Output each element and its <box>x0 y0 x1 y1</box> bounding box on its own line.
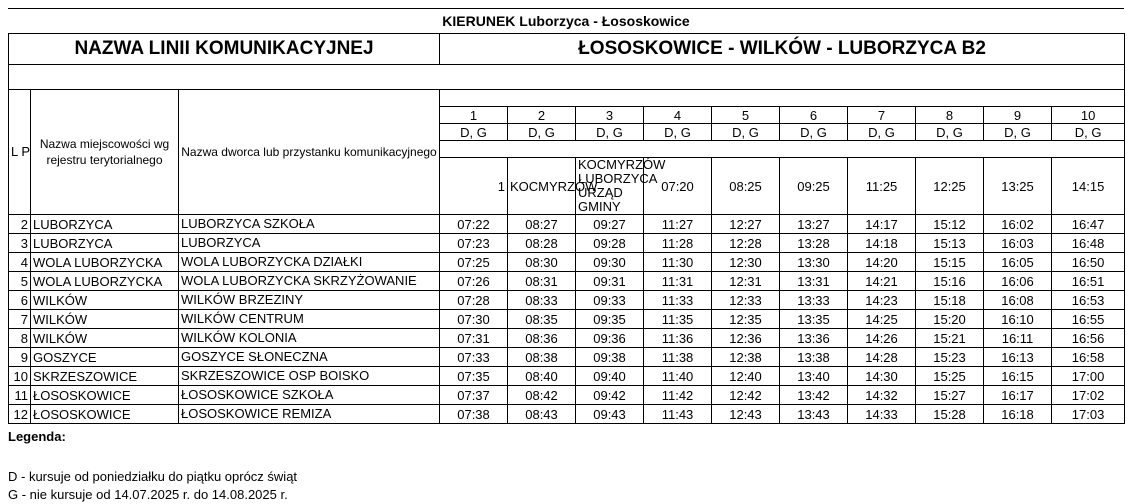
departure-time: 07:25 <box>440 253 508 272</box>
departure-time: 08:36 <box>508 329 576 348</box>
departure-time: 17:03 <box>1052 405 1125 424</box>
row-place: WOLA LUBORZYCKA <box>31 253 179 272</box>
departure-time: 07:26 <box>440 272 508 291</box>
departure-time: 12:35 <box>712 310 780 329</box>
departure-time: 14:33 <box>848 405 916 424</box>
departure-time: 11:43 <box>644 405 712 424</box>
departure-time: 09:43 <box>576 405 644 424</box>
departure-time: 08:33 <box>508 291 576 310</box>
departure-time: 15:20 <box>916 310 984 329</box>
row-place: WILKÓW <box>31 310 179 329</box>
departure-time: 11:33 <box>644 291 712 310</box>
departure-time: 08:43 <box>508 405 576 424</box>
departure-time: 15:13 <box>916 234 984 253</box>
departure-time: 12:28 <box>712 234 780 253</box>
stop-header: Nazwa dworca lub przystanku komunikacyjnego <box>179 90 440 215</box>
departure-time: 13:31 <box>780 272 848 291</box>
departure-time: 14:26 <box>848 329 916 348</box>
departure-time: 12:27 <box>712 215 780 234</box>
departure-time: 13:38 <box>780 348 848 367</box>
row-lp: 10 <box>9 367 31 386</box>
departure-time: 13:25 <box>984 158 1052 215</box>
departure-time: 12:38 <box>712 348 780 367</box>
table-row <box>9 291 1125 310</box>
row-lp: 1 <box>440 158 508 215</box>
row-stop: WILKÓW KOLONIA <box>179 329 440 348</box>
course-number: 1 <box>440 107 508 124</box>
course-number: 5 <box>712 107 780 124</box>
departure-time: 16:55 <box>1052 310 1125 329</box>
departure-time: 15:25 <box>916 367 984 386</box>
table-row <box>9 386 1125 405</box>
row-place: GOSZYCE <box>31 348 179 367</box>
course-number: 9 <box>984 107 1052 124</box>
row-place: LUBORZYCA <box>31 234 179 253</box>
departure-time: 11:28 <box>644 234 712 253</box>
lp-header: L P <box>9 90 31 215</box>
departure-time: 13:42 <box>780 386 848 405</box>
row-lp: 6 <box>9 291 31 310</box>
course-number: 7 <box>848 107 916 124</box>
legend-item-d: D - kursuje od poniedziałku do piątku oprócz świąt <box>8 469 298 484</box>
departure-time: 09:28 <box>576 234 644 253</box>
row-place: WOLA LUBORZYCKA <box>31 272 179 291</box>
departure-time: 14:15 <box>1052 158 1125 215</box>
departure-time: 07:22 <box>440 215 508 234</box>
departure-time: 08:38 <box>508 348 576 367</box>
row-stop: WILKÓW BRZEZINY <box>179 291 440 310</box>
departure-time: 11:25 <box>848 158 916 215</box>
row-lp: 12 <box>9 405 31 424</box>
departure-time: 11:30 <box>644 253 712 272</box>
departure-time: 09:33 <box>576 291 644 310</box>
departure-time: 09:38 <box>576 348 644 367</box>
row-lp: 5 <box>9 272 31 291</box>
course-number: 6 <box>780 107 848 124</box>
row-stop: KOCMYRZÓW LUBORZYCA URZĄD GMINY <box>576 158 644 215</box>
row-lp: 9 <box>9 348 31 367</box>
table-row <box>9 272 1125 291</box>
departure-time: 08:30 <box>508 253 576 272</box>
departure-time: 11:38 <box>644 348 712 367</box>
departure-time: 16:17 <box>984 386 1052 405</box>
departure-time: 16:51 <box>1052 272 1125 291</box>
row-stop: LUBORZYCA SZKOŁA <box>179 215 440 234</box>
table-row <box>9 215 1125 234</box>
course-number: 8 <box>916 107 984 124</box>
departure-time: 16:03 <box>984 234 1052 253</box>
departure-time: 14:25 <box>848 310 916 329</box>
course-code: D, G <box>916 124 984 141</box>
row-stop: WILKÓW CENTRUM <box>179 310 440 329</box>
course-number: 4 <box>644 107 712 124</box>
line-name: ŁOSOSKOWICE - WILKÓW - LUBORZYCA B2 <box>440 34 1125 65</box>
legend <box>8 428 1124 504</box>
course-code: D, G <box>984 124 1052 141</box>
departure-time: 07:33 <box>440 348 508 367</box>
row-place: ŁOSOSKOWICE <box>31 386 179 405</box>
departure-time: 11:27 <box>644 215 712 234</box>
departure-time: 15:28 <box>916 405 984 424</box>
table-row <box>9 405 1125 424</box>
departure-time: 16:05 <box>984 253 1052 272</box>
departure-time: 14:28 <box>848 348 916 367</box>
legend-title: Legenda: <box>8 429 66 444</box>
departure-time: 09:30 <box>576 253 644 272</box>
table-row <box>9 310 1125 329</box>
departure-time: 14:18 <box>848 234 916 253</box>
row-lp: 8 <box>9 329 31 348</box>
departure-time: 11:40 <box>644 367 712 386</box>
departure-time: 16:56 <box>1052 329 1125 348</box>
row-stop: ŁOSOSKOWICE SZKOŁA <box>179 386 440 405</box>
course-code: D, G <box>440 124 508 141</box>
departure-time: 13:30 <box>780 253 848 272</box>
departure-time: 16:50 <box>1052 253 1125 272</box>
direction-title: KIERUNEK Luborzyca - Łososkowice <box>8 8 1124 33</box>
departure-time: 15:12 <box>916 215 984 234</box>
departure-time: 17:00 <box>1052 367 1125 386</box>
row-place: LUBORZYCA <box>31 215 179 234</box>
departure-time: 15:18 <box>916 291 984 310</box>
departure-time: 16:08 <box>984 291 1052 310</box>
departure-time: 14:30 <box>848 367 916 386</box>
departure-time: 17:02 <box>1052 386 1125 405</box>
row-stop: WOLA LUBORZYCKA DZIAŁKI <box>179 253 440 272</box>
departure-time: 07:28 <box>440 291 508 310</box>
departure-time: 14:17 <box>848 215 916 234</box>
departure-time: 12:43 <box>712 405 780 424</box>
departure-time: 15:23 <box>916 348 984 367</box>
departure-time: 09:40 <box>576 367 644 386</box>
departure-time: 16:48 <box>1052 234 1125 253</box>
departure-time: 16:53 <box>1052 291 1125 310</box>
departure-time: 12:30 <box>712 253 780 272</box>
departure-time: 14:21 <box>848 272 916 291</box>
departure-time: 07:31 <box>440 329 508 348</box>
departure-time: 07:38 <box>440 405 508 424</box>
departure-time: 11:42 <box>644 386 712 405</box>
departure-time: 13:36 <box>780 329 848 348</box>
departure-time: 09:42 <box>576 386 644 405</box>
departure-time: 16:58 <box>1052 348 1125 367</box>
departure-time: 08:35 <box>508 310 576 329</box>
departure-time: 13:43 <box>780 405 848 424</box>
blank-row <box>440 141 1125 158</box>
row-place: KOCMYRZÓW <box>508 158 576 215</box>
departure-time: 12:36 <box>712 329 780 348</box>
course-code: D, G <box>1052 124 1125 141</box>
row-lp: 4 <box>9 253 31 272</box>
departure-time: 15:15 <box>916 253 984 272</box>
course-code: D, G <box>508 124 576 141</box>
course-code: D, G <box>644 124 712 141</box>
departure-time: 11:36 <box>644 329 712 348</box>
departure-time: 16:06 <box>984 272 1052 291</box>
table-row <box>9 253 1125 272</box>
departure-time: 11:31 <box>644 272 712 291</box>
departure-time: 12:25 <box>916 158 984 215</box>
departure-time: 15:21 <box>916 329 984 348</box>
departure-time: 08:40 <box>508 367 576 386</box>
departure-time: 08:42 <box>508 386 576 405</box>
departure-time: 13:35 <box>780 310 848 329</box>
table-row <box>9 234 1125 253</box>
course-number: 3 <box>576 107 644 124</box>
course-number: 10 <box>1052 107 1125 124</box>
departure-time: 08:25 <box>712 158 780 215</box>
table-row <box>9 367 1125 386</box>
course-code: D, G <box>576 124 644 141</box>
row-stop: ŁOSOSKOWICE REMIZA <box>179 405 440 424</box>
course-code: D, G <box>780 124 848 141</box>
departure-time: 08:31 <box>508 272 576 291</box>
departure-time: 16:18 <box>984 405 1052 424</box>
timetable-page <box>8 8 1124 504</box>
row-stop: GOSZYCE SŁONECZNA <box>179 348 440 367</box>
line-name-label: NAZWA LINII KOMUNIKACYJNEJ <box>9 34 440 65</box>
departure-time: 07:37 <box>440 386 508 405</box>
departure-time: 14:23 <box>848 291 916 310</box>
row-lp: 3 <box>9 234 31 253</box>
departure-time: 16:15 <box>984 367 1052 386</box>
course-code: D, G <box>712 124 780 141</box>
course-number: 2 <box>508 107 576 124</box>
departure-time: 12:42 <box>712 386 780 405</box>
departure-time: 14:20 <box>848 253 916 272</box>
departure-time: 13:33 <box>780 291 848 310</box>
place-header: Nazwa miejscowości wg rejestru terytorialnego <box>31 90 179 215</box>
row-lp: 11 <box>9 386 31 405</box>
departure-time: 15:16 <box>916 272 984 291</box>
departure-time: 07:23 <box>440 234 508 253</box>
departure-time: 16:47 <box>1052 215 1125 234</box>
departure-time: 12:31 <box>712 272 780 291</box>
departure-time: 09:31 <box>576 272 644 291</box>
departure-time: 12:40 <box>712 367 780 386</box>
departure-time: 14:32 <box>848 386 916 405</box>
course-code: D, G <box>848 124 916 141</box>
departure-time: 07:30 <box>440 310 508 329</box>
departure-time: 08:28 <box>508 234 576 253</box>
departure-time: 09:25 <box>780 158 848 215</box>
row-stop: SKRZESZOWICE OSP BOISKO <box>179 367 440 386</box>
legend-item-g: G - nie kursuje od 14.07.2025 r. do 14.08.2025 r. <box>8 487 288 502</box>
table-row <box>9 348 1125 367</box>
departure-time: 07:35 <box>440 367 508 386</box>
departure-time: 08:27 <box>508 215 576 234</box>
departure-time: 15:27 <box>916 386 984 405</box>
departure-time: 09:27 <box>576 215 644 234</box>
departure-time: 16:02 <box>984 215 1052 234</box>
departure-time: 13:27 <box>780 215 848 234</box>
departure-time: 13:40 <box>780 367 848 386</box>
table-row <box>9 329 1125 348</box>
row-lp: 2 <box>9 215 31 234</box>
row-place: ŁOSOSKOWICE <box>31 405 179 424</box>
departure-time: 13:28 <box>780 234 848 253</box>
spacer-row <box>9 65 1125 90</box>
row-stop: WOLA LUBORZYCKA SKRZYŻOWANIE <box>179 272 440 291</box>
departure-time: 16:11 <box>984 329 1052 348</box>
departure-time: 09:35 <box>576 310 644 329</box>
departure-time: 07:20 <box>644 158 712 215</box>
timetable <box>8 33 1125 424</box>
departure-time: 12:33 <box>712 291 780 310</box>
departure-time: 09:36 <box>576 329 644 348</box>
departure-time: 16:13 <box>984 348 1052 367</box>
row-lp: 7 <box>9 310 31 329</box>
departure-time: 11:35 <box>644 310 712 329</box>
row-place: WILKÓW <box>31 329 179 348</box>
row-stop: LUBORZYCA <box>179 234 440 253</box>
row-place: SKRZESZOWICE <box>31 367 179 386</box>
row-place: WILKÓW <box>31 291 179 310</box>
departure-time: 16:10 <box>984 310 1052 329</box>
courses-strip <box>440 90 1125 107</box>
